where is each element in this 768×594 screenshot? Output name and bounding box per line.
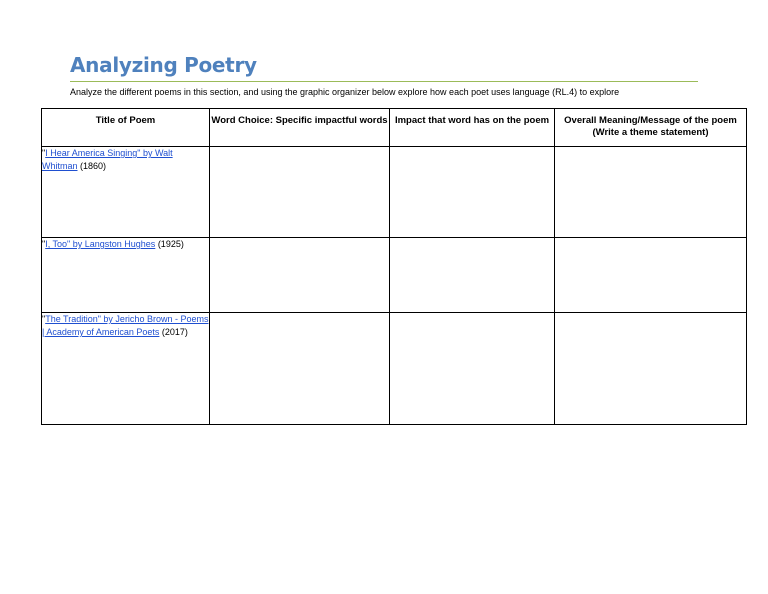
poem-title-cell [42,147,210,238]
header-overall-meaning-line1: Overall Meaning/Message of the poem [564,115,737,126]
poem-link-the-tradition[interactable]: The Tradition" by Jericho Brown - Poems | Academy of American Poets [42,314,209,337]
title-divider [70,81,698,82]
header-impact: Impact that word has on the poem [390,109,555,147]
poem-link-i-hear-america-singing[interactable]: I Hear America Singing" by Walt Whitman [42,148,173,171]
page-title: Analyzing Poetry [70,53,257,77]
word-choice-cell[interactable] [210,147,390,238]
impact-cell[interactable] [390,147,555,238]
quote-mark: " [42,314,46,324]
table-row [42,147,747,238]
impact-cell[interactable] [390,313,555,425]
header-overall-meaning-line2: (Write a theme statement) [592,127,709,138]
overall-meaning-cell[interactable] [555,313,747,425]
table-header-row [42,109,747,147]
table-row [42,313,747,425]
overall-meaning-cell[interactable] [555,147,747,238]
quote-mark: " [42,148,46,158]
poem-year: (1925) [155,239,184,249]
poem-year: (1860) [77,161,107,171]
graphic-organizer-table [41,108,747,425]
poem-link-i-too[interactable]: I, Too" by Langston Hughes [45,239,156,249]
quote-mark: " [42,239,46,249]
poem-title-cell [42,313,210,425]
header-title-of-poem: Title of Poem [42,109,210,147]
table-row [42,238,747,313]
poem-title-cell [42,238,210,313]
word-choice-cell[interactable] [210,313,390,425]
header-word-choice: Word Choice: Specific impactful words [210,109,390,147]
word-choice-cell[interactable] [210,238,390,313]
impact-cell[interactable] [390,238,555,313]
header-overall-meaning [555,109,747,147]
instructions-text: Analyze the different poems in this section, and using the graphic organizer below explore how each poet uses language (RL.4) to explore [70,87,620,97]
overall-meaning-cell[interactable] [555,238,747,313]
poem-year: (2017) [159,327,188,337]
